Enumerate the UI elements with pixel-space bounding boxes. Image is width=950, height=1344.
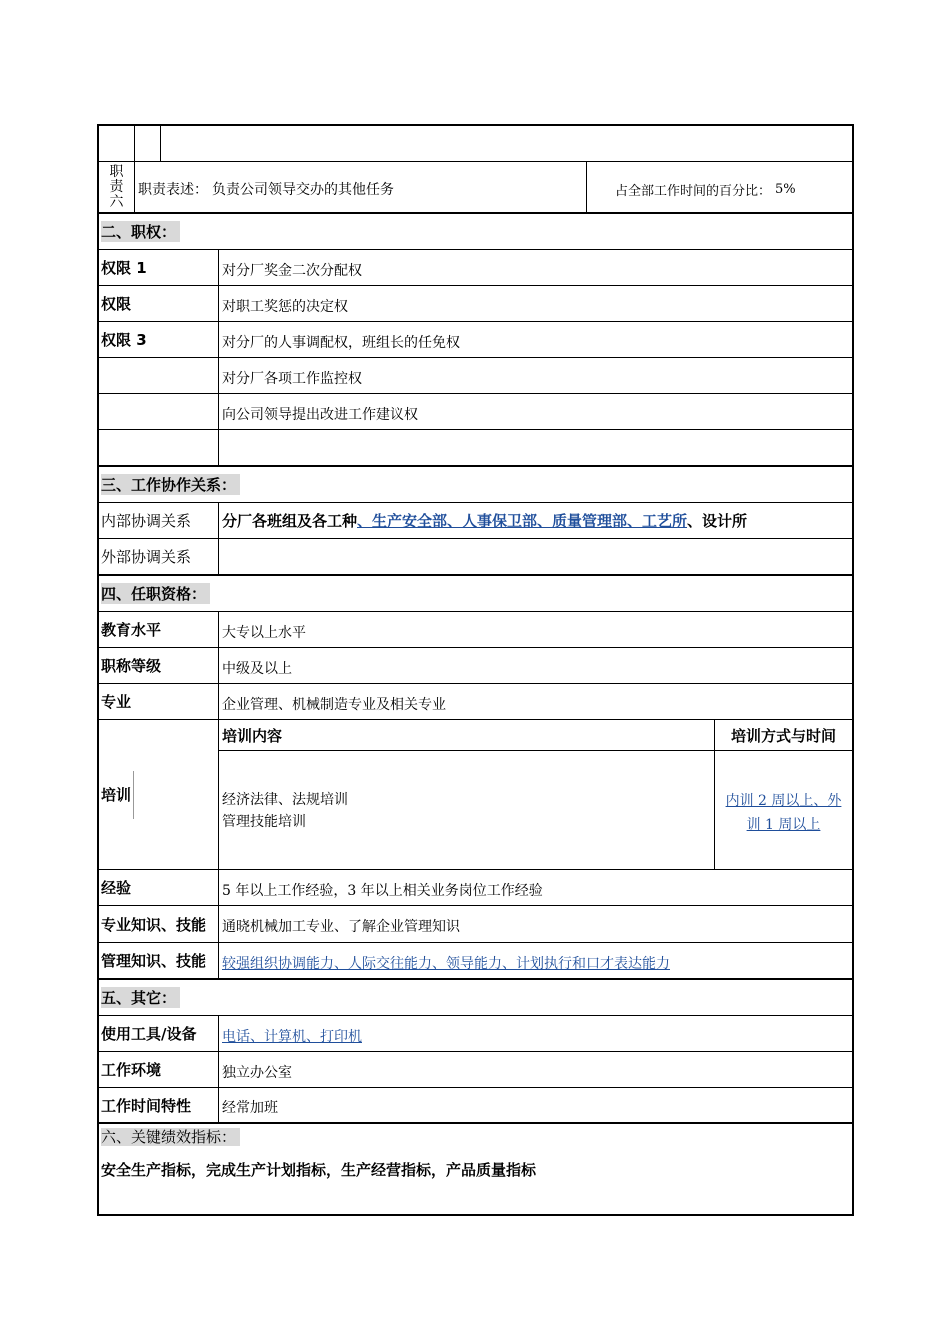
authority-row: 权限 对职工奖惩的决定权 xyxy=(99,286,852,322)
training-block: 培训 培训内容 培训方式与时间 经济法律、法规培训 管理技能培训 内训 2 周以上、外 训 1 周以上 xyxy=(99,720,852,870)
internal-relation-value: 分厂各班组及各工种 、生产安全部、人事保卫部、质量管理部、工艺所 、设计所 xyxy=(222,512,748,530)
title-row: 职称等级 中级及以上 xyxy=(99,648,852,684)
section-heading: 六、关键绩效指标： xyxy=(101,1128,240,1146)
duty-six-label: 职 责 六 xyxy=(99,162,135,212)
mgmt-row: 管理知识、技能 较强组织协调能力、人际交往能力、领导能力、计划执行和口才表达能力 xyxy=(99,943,852,980)
section-qualification xyxy=(99,576,852,612)
major-row: 专业 企业管理、机械制造专业及相关专业 xyxy=(99,684,852,720)
knowledge-row: 专业知识、技能 通晓机械加工专业、了解企业管理知识 xyxy=(99,906,852,943)
section-authority xyxy=(99,214,852,250)
authority-row: 对分厂各项工作监控权 xyxy=(99,358,852,394)
tools-row: 使用工具/设备 电话、计算机、打印机 xyxy=(99,1016,852,1052)
authority-row: 向公司领导提出改进工作建议权 xyxy=(99,394,852,430)
internal-relation-links[interactable]: 、生产安全部、人事保卫部、质量管理部、工艺所 xyxy=(357,512,688,530)
empty-top-row xyxy=(99,126,852,162)
environment-row: 工作环境 独立办公室 xyxy=(99,1052,852,1088)
tools-link[interactable]: 电话、计算机、打印机 xyxy=(222,1028,362,1045)
authority-row: 权限 1 对分厂奖金二次分配权 xyxy=(99,250,852,286)
training-body xyxy=(219,751,852,869)
section-heading: 五、其它： xyxy=(101,987,180,1008)
section-other xyxy=(99,980,852,1016)
training-method: 内训 2 周以上、外 训 1 周以上 xyxy=(725,793,842,833)
kpi-content: 安全生产指标，完成生产计划指标，生产经营指标，产品质量指标 xyxy=(101,1161,537,1179)
education-row: 教育水平 大专以上水平 xyxy=(99,612,852,648)
authority-row: 权限 3 对分厂的人事调配权，班组长的任免权 xyxy=(99,322,852,358)
section-cooperation xyxy=(99,467,852,503)
work-time-row: 工作时间特性 经常加班 xyxy=(99,1088,852,1124)
section-heading: 二、职权： xyxy=(101,221,180,242)
mgmt-skills-link[interactable]: 较强组织协调能力、人际交往能力、领导能力、计划执行和口才表达能力 xyxy=(222,955,670,972)
training-content: 经济法律、法规培训 管理技能培训 xyxy=(219,751,715,869)
internal-relation-row: 内部协调关系 分厂各班组及各工种 、生产安全部、人事保卫部、质量管理部、工艺所 、设计所 xyxy=(99,503,852,539)
duty-description: 职责表述： 负责公司领导交办的其他任务 xyxy=(135,162,587,212)
section-kpi xyxy=(99,1124,852,1148)
section-heading: 三、工作协作关系： xyxy=(101,474,240,495)
external-relation-row: 外部协调关系 xyxy=(99,539,852,576)
authority-row xyxy=(99,430,852,467)
duty-six-row xyxy=(99,162,852,214)
job-description-table xyxy=(97,124,854,1216)
training-header: 培训内容 培训方式与时间 xyxy=(219,720,852,751)
experience-row: 经验 5 年以上工作经验，3 年以上相关业务岗位工作经验 xyxy=(99,870,852,906)
section-heading: 四、任职资格： xyxy=(101,583,210,604)
duty-percent: 占全部工作时间的百分比： 5% xyxy=(615,181,796,199)
